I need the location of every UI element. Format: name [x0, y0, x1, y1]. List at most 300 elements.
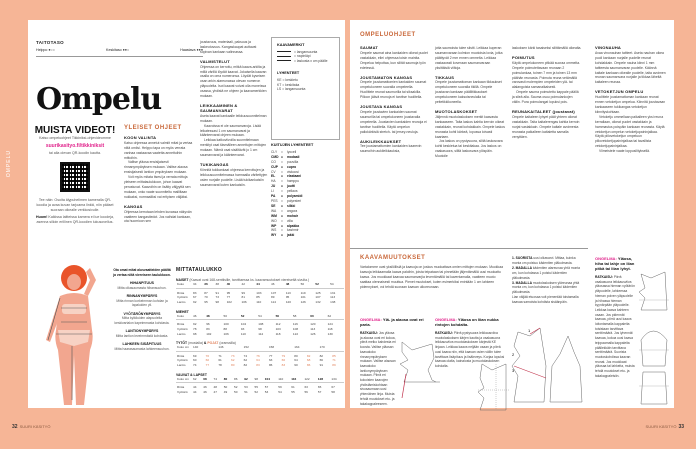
fiber-code: EL: [271, 174, 276, 179]
section-title: VETOKETJUN OMPELU: [595, 89, 644, 95]
adjustment-steps: [512, 256, 584, 305]
size-cell: 146: [217, 345, 242, 351]
size-cell: 50: [223, 314, 240, 320]
value-cell: 59: [278, 385, 282, 390]
equals-sign: =: [281, 228, 283, 233]
problem-1: ONGELMA: Ylä- ja alaosa ovat eri paria. RATKAISU: Jos yläosa ja alaosa ovat eri kokoa, piirrä melko kahdesta eri koosta. Valitse yläosan kaavakoko rinnanympäryksen mukaan. Valitse alaosan kaavakoko lantionympäryksen mukaan. Piirrä eri kokoisten kaavojen yhdistämiskohtaan sivusaumaan uusi yhtenäinen linja. Muista tehdä muutokset etu- ja takakappaleeseen.: [360, 317, 424, 406]
value-cell: 132: [315, 300, 321, 305]
muista-videot: [34, 126, 116, 225]
value-cell: 68: [306, 358, 311, 363]
measure-title: HIHANPITUUS: [130, 281, 154, 285]
size-table-group: [176, 314, 344, 337]
size-cell: 58: [292, 314, 309, 320]
size-cell: 50: [300, 282, 315, 288]
size-cell: 80: [223, 377, 233, 383]
value-cell: 85: [256, 295, 260, 300]
size-cell: 170: [319, 345, 344, 351]
fiber-code: WM: [271, 213, 277, 218]
value-cell: 107: [315, 295, 321, 300]
kaavamuutokset: [360, 256, 505, 290]
right-footer: [646, 424, 686, 430]
value-cell: 102: [206, 331, 212, 336]
paragraph: laskoksen kärki tasaiseksi silittämällä oikealta.: [512, 46, 582, 50]
size-cell: 140: [192, 345, 217, 351]
value-cell: 52: [254, 389, 258, 394]
value-cell: 56: [304, 389, 308, 394]
measure-text: Mitta lantion leveimmästä kohdasta.: [115, 333, 169, 338]
value-cell: 83: [281, 363, 286, 368]
value-cell: 95: [204, 300, 208, 305]
value-cell: 81: [241, 295, 245, 300]
value-cell: 102: [226, 300, 232, 305]
value-cell: 87: [204, 290, 208, 295]
table-row: [176, 390, 344, 395]
paragraph: Ompele sauma poimutettu kappale päällä ja sileä alla. Sauma osuu poimulankojen väliin. Pura poimulangat lopuksi pois.: [512, 90, 579, 105]
paragraph: Tee joustamattomien kankaiden kaarevin saumoihin aukileikkauksia,: [360, 144, 422, 154]
value-cell: 82: [306, 353, 311, 358]
equals-sign: =: [281, 179, 283, 184]
bodice-diagram-1: [398, 340, 440, 400]
size-cell: 48: [285, 282, 300, 288]
size-cell: 74: [213, 377, 223, 383]
value-cell: 64: [256, 358, 260, 363]
size-cell: 34: [192, 282, 203, 288]
value-cell: 114: [271, 300, 276, 305]
size-cell: 164: [293, 345, 318, 351]
value-cell: 80: [230, 363, 235, 368]
size-cell: 62: [192, 377, 202, 383]
value-cell: 63: [268, 358, 273, 363]
size-cell: 38: [214, 282, 225, 288]
size-cell: 54: [329, 282, 344, 288]
value-cell: 106: [241, 300, 247, 305]
row-label: Lantio: [177, 363, 186, 368]
section-title: VINONAUHA: [595, 45, 622, 50]
measure-text: Mitta olkasaumasta hihansuuhun.: [117, 285, 167, 290]
value-cell: 77: [268, 353, 273, 358]
section-title: TIKKAUS: [435, 74, 455, 80]
size-group-title: NAISET (Kaavat ovat 168-senttisille, tarvittaessa ks. kaavamuutokset viereiseltä sivulta.): [176, 278, 310, 282]
pleat-icon: [277, 60, 291, 61]
size-table-group: [176, 345, 344, 368]
paragraph: Viimeistele vaate loppusilityksellä.: [599, 149, 651, 154]
value-cell: 58: [331, 389, 335, 394]
skill-medium: Keskitaso ●●○: [106, 48, 130, 52]
table-row: [176, 351, 344, 358]
size-cell: 60: [309, 314, 326, 320]
value-cell: 55: [291, 389, 295, 394]
fiber-name: cupro: [287, 164, 297, 169]
size-cell: 44: [255, 282, 270, 288]
equals-sign: =: [281, 189, 283, 194]
value-cell: 83: [206, 326, 210, 331]
value-cell: 92: [193, 300, 197, 305]
value-cell: 82: [319, 353, 324, 358]
size-cell: 40: [226, 282, 241, 288]
muista-intro: Katso ompeluohjeet Tikkiniksi-ohjevideomme: [39, 136, 111, 140]
size-cell: 110: [277, 377, 290, 383]
value-cell: 118: [327, 326, 333, 331]
sewing-col-4: [595, 46, 667, 154]
diagram-label: 1: [528, 328, 531, 333]
value-cell: 99: [241, 290, 245, 295]
size-cell: 116: [290, 377, 303, 383]
qr-code[interactable]: [60, 162, 90, 192]
left-footer: [10, 424, 50, 430]
skill-hard: Haastava ●●●: [180, 48, 203, 52]
value-cell: 57: [317, 389, 322, 394]
value-cell: 44: [193, 389, 197, 394]
paragraph: Kaavoissa ei ole saumanvaroja. Lisää leikatessasi 1 cm saumanvarat ja käänteevarat ohjeen mukaan.: [200, 123, 261, 138]
fiber-code: PA: [271, 194, 276, 199]
size-cell: 92: [243, 377, 253, 383]
sewing-col-2: [435, 46, 505, 159]
left-page: [28, 20, 345, 408]
equals-sign: =: [281, 194, 283, 199]
abbr-title: LYHENTEET: [277, 71, 300, 76]
value-cell: 138: [330, 300, 336, 305]
row-label: Lantio: [177, 300, 186, 305]
size-label: Koko: [176, 314, 192, 320]
equals-sign: =: [281, 159, 283, 164]
value-cell: 125: [315, 290, 321, 295]
section-title: AUKILEIKKAUKSET: [360, 138, 402, 144]
value-cell: 48: [213, 385, 217, 390]
value-cell: 61: [291, 385, 295, 390]
fiber-row: [271, 233, 341, 238]
value-cell: 79: [281, 353, 286, 358]
value-cell: 77: [205, 363, 210, 368]
yleiset-heading: YLEISET OHJEET: [124, 125, 182, 131]
fiber-code: PES: [271, 198, 278, 203]
value-cell: 89: [271, 295, 275, 300]
buttonhole-icon: [277, 56, 291, 57]
size-table: [176, 267, 344, 394]
paragraph: Jäljennä muotolaskoksen merkit kaavasta kankaaseen. Taita laskos kahtia kerroin oikeat vastakkain, reunat kohdakkain. Ompele laskos reunasta kohti kärkeä, lopussa loivasti kaartaen.: [435, 114, 505, 139]
abbr-item: LS = langansuunta: [277, 87, 306, 92]
fiber-name: polyesteri: [287, 198, 302, 203]
magazine-name: SUURI KÄSITYÖ: [645, 424, 677, 429]
table-row: [176, 320, 344, 327]
fiber-name: jakki: [287, 233, 295, 238]
size-group-title: TYTÖT (mustalla) & POJAT (oranssilla): [176, 341, 236, 346]
fiber-code: WO: [271, 218, 277, 223]
size-table-title: MITTATAULUKKO: [176, 267, 223, 273]
general-col3: [200, 40, 268, 187]
fiber-code: SE: [271, 203, 276, 208]
section-title: VALMISTELUT: [200, 58, 230, 64]
value-cell: 71: [218, 353, 222, 358]
yleiset-ohjeet: [124, 126, 194, 224]
paragraph: Ohjeessa on kerrottu, mitkä kaava-arkilta ja millä värillä löydät kaavat. Jokaisella kaavan osalla on oma numeronsa. Löydät kyseisen osan arkin alareunassa olevan numeron yläpuolelta. Isot kaavat voivat olla moneissa osassa, yhdistä ne ohjeen ja kaavamerkkien mukaan.: [200, 64, 267, 99]
video-link[interactable]: suurikasityo.fi/tikkiniksit: [45, 143, 105, 149]
fiber-code: CMD: [271, 154, 279, 159]
value-cell: 82: [243, 363, 248, 368]
section-title: LEIKKAAMINEN & SAUMANVARAT: [200, 102, 238, 113]
value-cell: 83: [193, 290, 197, 295]
paragraph: Ohjeessa kerrotaan lehden kuvassa näkyvän vaatteen kangastiedot. Jos vaihdat kankaan, ota huomioon sen: [124, 209, 192, 224]
value-cell: 101: [300, 295, 306, 300]
measure-title: LAHKEEN SISÄPITUUS: [122, 342, 162, 346]
section-title: KOON VALINTA: [124, 134, 157, 140]
value-cell: 92: [193, 322, 197, 327]
size-group-title: MIEHET: [176, 309, 189, 314]
equals-sign: =: [281, 208, 283, 213]
paragraph: Katso ohjeessa annetut valmiit mitat ja vertaa niitä omiisi. Helppo tapa on myös verrata vanhaa vastaavaa vaatetta annettuihin mittoihin.: [124, 140, 193, 160]
paragraph: Huolittele joustamattoman kankaan reunat ennen vetoketjun ompelua. Kiinnitä joustavaan kankaaseen tukikangas vetoketjun kiinnityskohtaan.: [595, 95, 666, 114]
table-row: [176, 383, 344, 390]
value-cell: 63: [304, 385, 308, 390]
value-cell: 73: [230, 353, 235, 358]
fiber-name: angora: [287, 208, 298, 213]
paragraph: Avaa vinonauhan taitteet. Aseta nauhan oikea puoli kankaan nurjalle puolelle reunat kohdakkain. Ompele nauha kiinni 1 mm taitteesta saumanvaran puolelle. Käännä kaitale kankaan oikealle puolelle, taita avoimen reunan saumanvara nurjalle ja tikkaa läheltä kaitaleen reunaa.: [595, 50, 666, 85]
page-title: Ompelu: [36, 82, 162, 117]
value-cell: 98: [258, 326, 262, 331]
value-cell: 91: [319, 363, 324, 368]
fiber-code: LI: [271, 189, 274, 194]
value-cell: 95: [226, 290, 231, 295]
value-cell: 93: [240, 326, 245, 331]
size-cell: 68: [202, 377, 212, 383]
value-cell: 114: [258, 331, 264, 336]
value-cell: 67: [331, 385, 335, 390]
value-cell: 60: [205, 358, 210, 363]
value-cell: 104: [240, 322, 247, 327]
value-cell: 61: [218, 358, 222, 363]
value-cell: 95: [285, 295, 290, 300]
value-cell: 66: [281, 358, 286, 363]
fiber-name: hamppu: [287, 179, 299, 184]
section-title: POIMUTUS: [512, 54, 535, 60]
size-cell: 122: [303, 377, 316, 383]
pattern-marks-box: [271, 37, 340, 140]
measure-title: LANTIONYMPÄRYS: [125, 329, 159, 333]
size-cell: 104: [264, 377, 277, 383]
value-cell: 107: [271, 290, 277, 295]
section-title: KANGAS: [124, 203, 143, 209]
value-cell: 113: [330, 295, 336, 300]
size-label: Koko cm: [176, 345, 192, 351]
fiber-code: WY: [271, 233, 277, 238]
paragraph: Leikkaa katkoviivoilla suunnitelmaan merkityt osat täsmälleen annettujen mittojen mukaan. Nämä osat sisältävät jo 1 cm saumanvarat ja käänteevarat.: [200, 138, 267, 158]
row-label: Vyötärö: [177, 389, 188, 394]
size-cell: 134: [330, 377, 344, 383]
measurement-guide: [112, 268, 172, 351]
value-cell: 49: [223, 389, 228, 394]
fiber-code: CO: [271, 159, 276, 164]
value-cell: 98: [215, 300, 219, 305]
equals-sign: =: [281, 184, 283, 189]
section-title: MUOTOLASKOKSET: [435, 108, 478, 114]
row-label: Vyötärö: [177, 358, 188, 363]
value-cell: 100: [223, 322, 229, 327]
paragraph: Ompele joustamattoman kankaan tikkaukset ompelukoneen suoralla tikillä. Ompele joustavan kankaan päällitikkaukset ompelukoneen kaksoisneulalla tai peitetikkikoneella.: [435, 80, 502, 105]
fiber-code: WS: [271, 228, 277, 233]
step-item: Lian väljää etuosaa voit pienentää toistamalla kaavaa samoista kohdista sisäänpäin.: [512, 295, 579, 305]
measure-title: RINNANYMPÄRYS: [126, 294, 158, 298]
paragraph: Jos laskos on pystysuora, silitä laskosvara kohti keskietua tai keskitakaa. Jos laskos on vaakasuora, silitä laskosvara ylöspäin. Muotoile: [435, 139, 503, 159]
value-cell: 122: [292, 331, 299, 336]
skill-easy: Helppo ●○○: [36, 48, 55, 52]
value-cell: 113: [310, 326, 316, 331]
fiber-code: WA: [271, 208, 277, 213]
fiber-name: lyocell: [287, 149, 297, 154]
value-cell: 66: [319, 358, 324, 363]
fiber-name: pellava: [287, 189, 298, 194]
sewing-col-3: [512, 46, 582, 139]
value-cell: 126: [310, 331, 316, 336]
fiber-code: WP: [271, 223, 277, 228]
value-cell: 44: [193, 385, 197, 390]
value-cell: 53: [244, 385, 248, 390]
paragraph: Ompele joustamattomien kankaiden saumat ompelukoneen suoralla ompeleella. Huolittele reunat saumurilla tai siksakilla. Pilloon jäävä reunoja ei tarvitse huolitella.: [360, 80, 427, 100]
step-item: 1. SUORISTA uusi olkavarvi. Mittaa, kuinka monta cm poistuu kädentien yläkulmasta.: [512, 256, 576, 265]
value-cell: 118: [275, 331, 281, 336]
value-cell: 50: [234, 389, 238, 394]
value-cell: 88: [223, 326, 227, 331]
value-cell: 80: [294, 353, 298, 358]
muista-heading: MUISTA VIDEOT!: [34, 125, 116, 136]
skill-level: [36, 40, 203, 57]
section-title: JOUSTAVA KANGAS: [360, 104, 403, 110]
size-cell: 54: [257, 314, 274, 320]
divider: [350, 248, 588, 249]
value-cell: 98: [193, 331, 197, 336]
fiber-name: juutti: [287, 184, 296, 189]
value-cell: 108: [258, 322, 264, 327]
size-label: Koko: [176, 282, 192, 288]
muutokset-heading: KAAVAMUUTOKSET: [360, 255, 426, 261]
value-cell: 74: [193, 363, 197, 368]
bodice-diagram-3: [510, 326, 588, 406]
paragraph: jotta saumoista tulee siistit. Leikkaa kuperan saumanvaraan kolmion muotoisia lovia, jotka päättyvät 2 mm ennen ommelta. Leikkaa vastaavasti koveraan saumanvaraan yksittäisiä viiltoja.: [435, 46, 503, 70]
table-row: [176, 363, 344, 368]
fiber-code: CLY: [271, 149, 278, 154]
value-cell: 78: [218, 363, 222, 368]
equals-sign: =: [281, 169, 283, 174]
paragraph: Vetoketju ommellaan paikalleen yksi reuna kerrallaan, oikeat puolet vastakkain ja hammastus poispäin kankaan reunasta. Käytä vetoketjun ompelun vetoketjupaininjalkaa. Käytä piilovetoketjun ompeluun piilovetoketjupaininjalkaa tai tavallista vetoketjupaininjalkaa.: [595, 114, 665, 149]
size-table-group: [176, 282, 344, 305]
value-cell: 103: [256, 290, 262, 295]
value-cell: 47: [213, 389, 217, 394]
muutokset-intro: Vartalomme ovat yksilöllisiä ja kaavoja on joskus muokattava omien mittojen mukaan. Muokkaa kaavoja leikkaamalla kaava paloihin, joista teipataan tai pinnetään jäljentämällä uusi muokattu kaava. Jos muokkaat kaavaa saumanvarjia leventämällä tai kaventamalla, vaatteen muoto saattaa olennaisesti muuttua. Pienet muutokset, kuten esimerkiksi enintään 1 cm lahkeen pidennykset, voi tehdä suoraan kaavan ulkoreunaan.: [360, 264, 503, 289]
row-label: Vyötärö: [177, 295, 188, 300]
equals-sign: =: [281, 149, 283, 154]
size-cell: 36: [203, 282, 214, 288]
fiber-name: mohair: [287, 213, 298, 218]
value-cell: 78: [193, 326, 197, 331]
table-row: [176, 300, 344, 305]
equals-sign: =: [281, 223, 283, 228]
value-cell: 55: [254, 385, 258, 390]
paragraph: Ompele kaitaleen lyhyet päät yhteen oikeat vastakkain. Taita kaitalerengas kahtia kerroin nurjat vastakkain. Ompele kaitale avoimesta reunasta paikalleen kaitaletta samalla venyttäen.: [512, 114, 580, 139]
value-cell: 50: [223, 385, 228, 390]
size-group-title: VAUVAT & LAPSET: [176, 372, 207, 377]
value-cell: 116: [292, 322, 298, 327]
sewing-col-1: [360, 46, 428, 154]
section-title: SAUMAT: [360, 45, 379, 50]
value-cell: 91: [215, 290, 219, 295]
row-label: Rinta: [177, 322, 185, 327]
value-cell: 119: [300, 290, 306, 295]
equals-sign: =: [281, 174, 283, 179]
abbr-item: KE = keskietu: [277, 77, 298, 82]
fiber-code: CV: [271, 169, 276, 174]
value-cell: 51: [244, 389, 248, 394]
value-cell: 103: [275, 326, 281, 331]
fiber-name: kashmir: [287, 228, 299, 233]
equals-sign: =: [281, 203, 283, 208]
diagram-label: 3: [512, 368, 515, 373]
value-cell: 62: [230, 358, 235, 363]
muista-note: Huom! Kaikissa laitteissa kamera ei lue koodeja, asenna silloin erillinen QR-koodien lukusovellus.: [36, 215, 114, 224]
magazine-name: SUURI KÄSITYÖ: [19, 424, 51, 429]
length-diagrams: [637, 270, 671, 406]
measure-text: Mitta haarasaumasta lahkeensuuhun.: [114, 346, 170, 351]
page-number: 33: [678, 424, 684, 430]
paragraph: Aseta kaavat kankaalle leikkuusuunnitelman mukaan.: [200, 113, 267, 123]
value-cell: 120: [285, 300, 291, 305]
value-cell: 85: [332, 353, 336, 358]
top-garment: [62, 304, 86, 314]
measure-text: Mitta rinnan korkeimman kohdan ja lapaluiden yli.: [116, 298, 168, 307]
size-cell: 152: [243, 345, 268, 351]
value-cell: 124: [327, 322, 333, 327]
value-cell: 108: [292, 326, 299, 331]
size-cell: 158: [268, 345, 293, 351]
paragraph: Valitse yläosa ensisijaisesti rinnanympäryksen mukaan. Valitse alaosa ensisijaisesti lantion ympäryksen mukaan.: [124, 160, 188, 175]
mark-buttonhole: = napinläpi: [277, 54, 334, 59]
value-cell: 77: [226, 295, 231, 300]
fiber-name: alpakka: [287, 223, 300, 228]
size-cell: 56: [275, 314, 292, 320]
paragraph: Kiinnitä tukikankaat ohjeessa kerrottujen ja leikkuusuunnitelmassa harmaalla väritettyjen osien nurjalle puolelle. Lisää tukikankaisiin saumanvarat kuten kankaisiin.: [200, 167, 268, 187]
equals-sign: =: [281, 213, 283, 218]
fibers-title: KUITUJEN LYHENTEET: [271, 143, 314, 147]
paragraph: Ompele saumat aina kankaiden oikeat puolet vastakkain, ellei ohjeessa toisin mainita. Ompelua helpottaa, kun silität saumoja työn edetessä.: [360, 50, 428, 70]
abbr-item: KT = keskitaka: [277, 82, 300, 87]
value-cell: 69: [193, 353, 197, 358]
value-cell: 126: [300, 300, 306, 305]
value-cell: 64: [294, 358, 298, 363]
fiber-name: polyamidi: [287, 194, 303, 199]
fiber-code: JU: [271, 184, 276, 189]
paragraph: joustavuus, materiaali, paksuus ja laskeutuvuus. Kangaskaupat auttavat sopivan kankaan valinnassa.: [200, 40, 257, 54]
value-cell: 112: [275, 322, 281, 327]
row-label: Rinta: [177, 290, 185, 295]
value-cell: 57: [264, 385, 269, 390]
size-cell: 46: [192, 314, 205, 320]
value-cell: 110: [240, 331, 246, 336]
fiber-name: villa: [287, 218, 293, 223]
value-cell: 71: [332, 358, 336, 363]
body-measurement-figure: [34, 260, 114, 410]
table-row: [176, 288, 344, 295]
size-cell: 42: [240, 282, 255, 288]
paragraph: Ompele joustavien kankaiden saumat saumurilla tai ompelukoneen joustavalla ompeleella. Joustavien kankaiden reunoja ei tarvitse huolitella. Käytä ompelun pallokärkisiä stretch- tai jersey-neuloja.: [360, 109, 427, 134]
side-label: OMPELU: [6, 150, 12, 178]
value-cell: 60: [193, 358, 197, 363]
skill-title: TAITOTASO: [36, 40, 64, 45]
value-cell: 110: [256, 300, 262, 305]
fiber-name: elastaani: [287, 174, 302, 179]
measure-text: Mitta kylkiluiden alapuolelta keskivartalon kapeimmasta kohdasta.: [114, 316, 170, 325]
step-item: 3. MADALLA muotolaskoksen yläreunaa yhtä monta cm, kun kohdassa 1 poistui kädentien yläkulmasta.: [512, 280, 580, 295]
equals-sign: =: [281, 233, 283, 238]
fiber-name: viskoosi: [287, 169, 299, 174]
measures-intro: Ota omat mitat alusvaatteiden päältä ja vertaa niitä viereiseen taulukkoon.: [113, 268, 171, 277]
fiber-name: silkki: [287, 203, 296, 208]
